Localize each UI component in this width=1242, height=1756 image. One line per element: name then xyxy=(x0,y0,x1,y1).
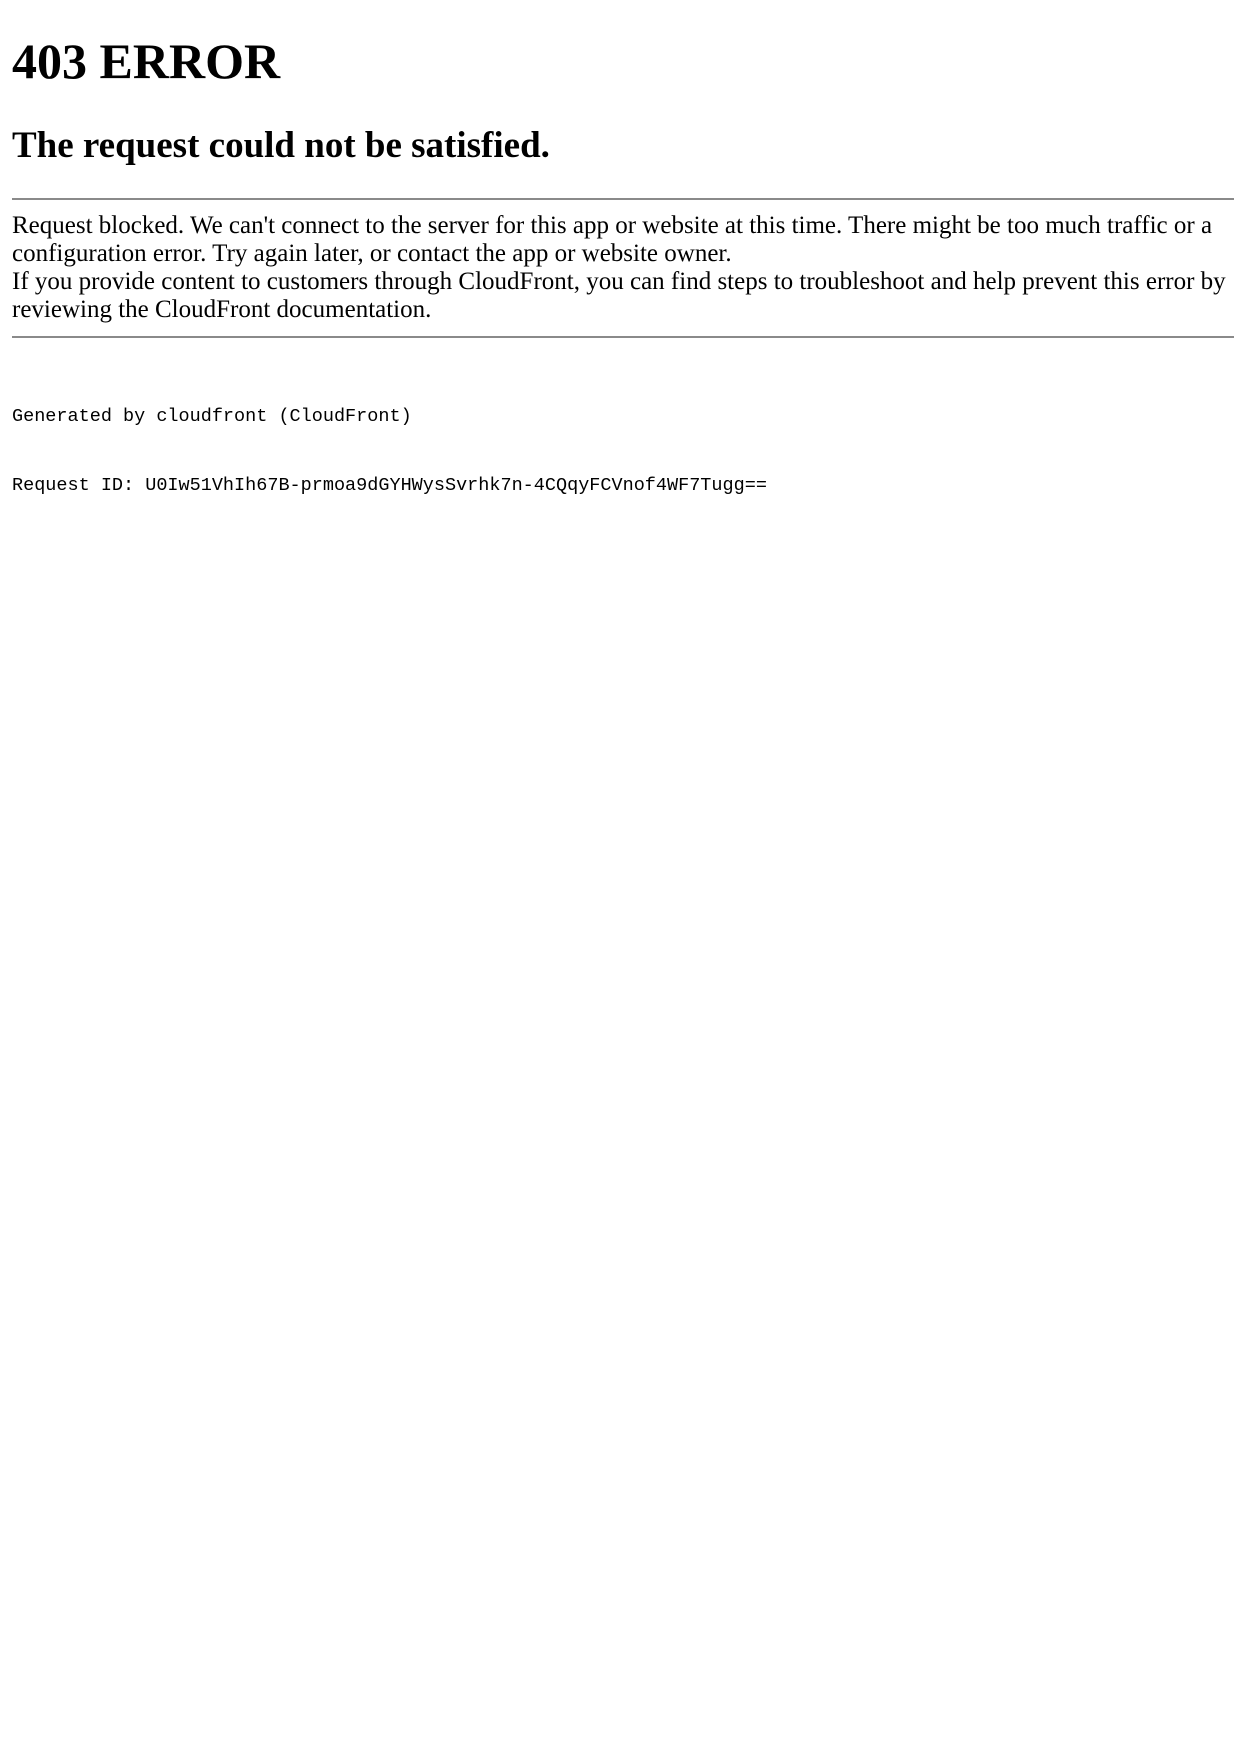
error-message xyxy=(12,212,1234,324)
error-subtitle: The request could not be satisfied. xyxy=(12,125,550,166)
divider-bottom xyxy=(12,336,1234,338)
request-id-text: Request ID: U0Iw51VhIh67B-prmoa9dGYHWysSvrhk7n-4CQqyFCVnof4WF7Tugg== xyxy=(12,475,767,496)
error-message-line-2: If you provide content to customers through CloudFront, you can find steps to troubleshoot and help prevent this error by reviewing the CloudFront documentation. xyxy=(12,268,1226,323)
error-message-line-1: Request blocked. We can't connect to the server for this app or website at this time. There might be too much traffic or a configuration error. Try again later, or contact the app or website owner. xyxy=(12,212,1213,267)
divider-top xyxy=(12,198,1234,200)
footer xyxy=(12,359,1232,543)
generated-by-text: Generated by cloudfront (CloudFront) xyxy=(12,406,412,427)
error-title: 403 ERROR xyxy=(12,33,281,89)
